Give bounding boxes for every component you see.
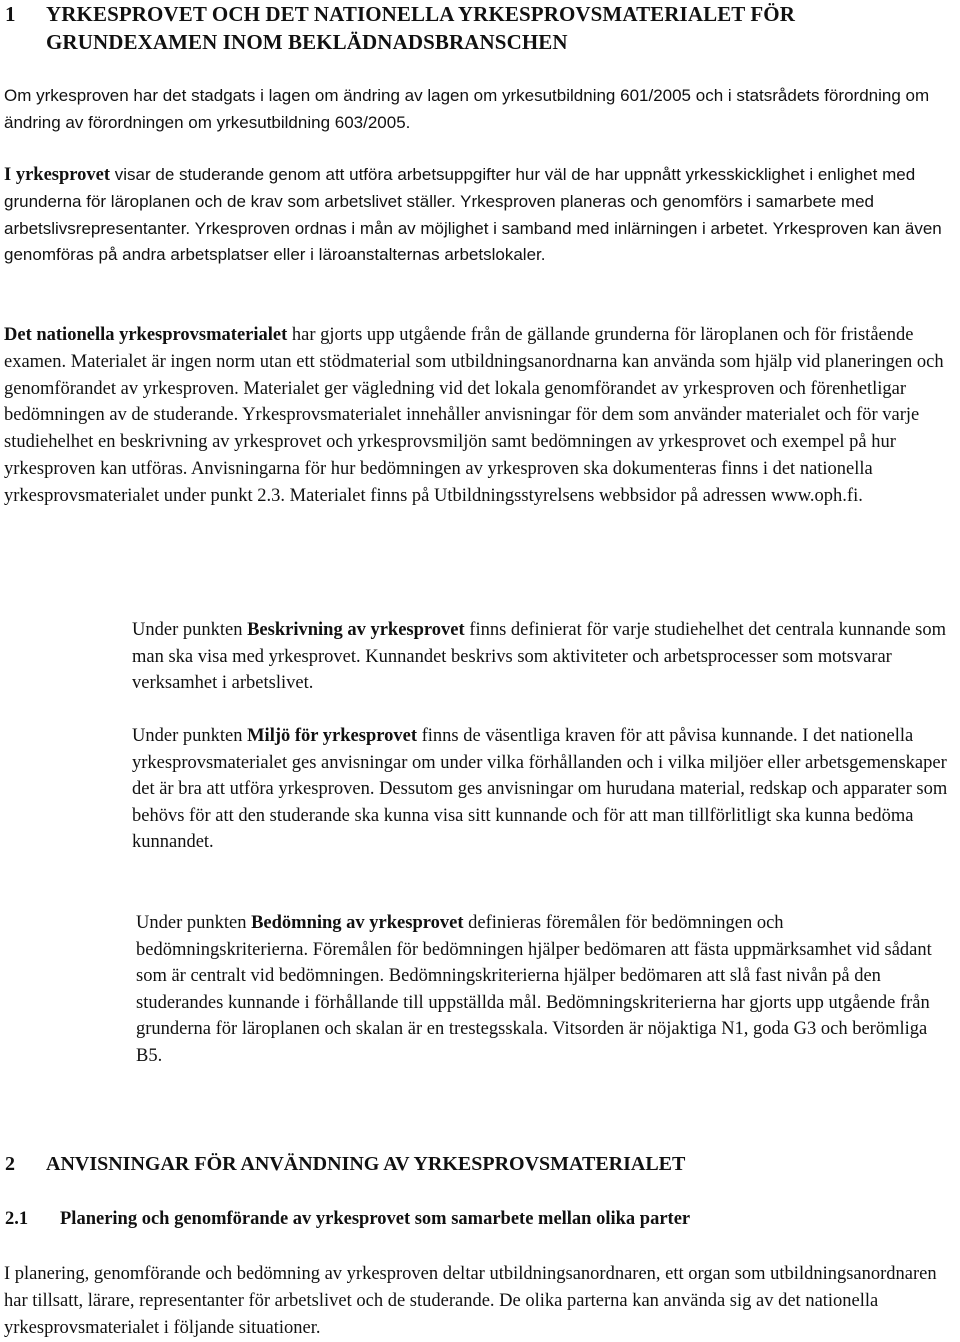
yrkesprovet-term: I yrkesprovet bbox=[4, 165, 111, 185]
section-1-title-line-2: GRUNDEXAMEN INOM BEKLÄDNADSBRANSCHEN bbox=[46, 30, 568, 54]
bedomning-paragraph bbox=[136, 910, 956, 1070]
final-paragraph bbox=[4, 1261, 954, 1342]
intro-paragraph bbox=[4, 83, 954, 136]
section-2-1-number: 2.1 bbox=[5, 1209, 29, 1229]
section-2-1-title: Planering och genomförande av yrkesprovet som samarbete mellan olika parter bbox=[60, 1209, 691, 1229]
beskrivning-paragraph bbox=[132, 617, 952, 697]
beskrivning-text: finns definierat för varje studiehelhet det centrala kunnande som man ska visa med yrkesprovet. Kunnandet beskrivs som aktiviteter och arbetsprocesser som motsvarar verksamhet i arbetslivet. bbox=[132, 620, 946, 694]
bedomning-text: definieras föremålen för bedömningen och bedömningskriterierna. Föremålen för bedömningen hjälper bedömaren att fästa uppmärksamhet vid sådant som är centralt vid bedömningen. Bedömningskriterierna hjälper bedömaren att slå fast nivån på den studerandes kunnande i förhållande till uppställda mål. Bedömningskriterierna har gjorts upp utgående från grunderna för läroplanen och skalan är en trestegsskala. Vitsorden är nöjaktiga N1, goda G3 och berömliga B5. bbox=[136, 913, 932, 1066]
yrkesprovet-paragraph bbox=[4, 162, 954, 269]
material-term: Det nationella yrkesprovsmaterialet bbox=[4, 325, 288, 345]
beskrivning-term: Beskrivning av yrkesprovet bbox=[247, 620, 465, 640]
miljo-term: Miljö för yrkesprovet bbox=[247, 726, 417, 746]
section-1-heading bbox=[5, 0, 955, 56]
miljo-prefix: Under punkten bbox=[132, 726, 248, 746]
bedomning-prefix: Under punkten bbox=[136, 913, 252, 933]
miljo-text: finns de väsentliga kraven för att påvisa kunnande. I det nationella yrkesprovsmaterialet ges anvisningar om under vilka förhållanden och i vilka miljöer eller arbetsgemenskaper det är bra att utföra yrkesproven. Dessutom ges anvisningar om hurudana material, redskap och apparater som behövs för att den studerande ska kunna visa sitt kunnande och för att man tillförlitligt ska kunna bedöma kunnandet. bbox=[132, 726, 948, 853]
section-2-number: 2 bbox=[5, 1153, 15, 1175]
section-1-title-line-1: YRKESPROVET OCH DET NATIONELLA YRKESPROVSMATERIALET FÖR bbox=[46, 2, 795, 26]
section-2-title: ANVISNINGAR FÖR ANVÄNDNING AV YRKESPROVSMATERIALET bbox=[46, 1153, 686, 1175]
material-paragraph bbox=[4, 322, 954, 510]
material-text: har gjorts upp utgående från de gällande grunderna för läroplanen och för fristående examen. Materialet är ingen norm utan ett stödmaterial som utbildningsanordnarna kan använda som hjälp vid planeringen och genomförandet av yrkesproven. Materialet ger vägledning vid det lokala genomförandet av yrkesproven och förenhetligar bedömningen av de studerande. Yrkesprovsmaterialet innehåller anvisningar för dem som använder materialet och för varje studiehelhet en beskrivning av yrkesprovet och yrkesprovsmiljön samt bedömningen av yrkesprovet och exempel på hur yrkesproven kan utföras. Anvisningarna för hur bedömningen av yrkesproven ska dokumenteras finns i det nationella yrkesprovsmaterialet under punkt 2.3. Materialet finns på Utbildningsstyrelsens webbsidor på adressen www.oph.fi. bbox=[4, 325, 944, 506]
intro-text: Om yrkesproven har det stadgats i lagen om ändring av lagen om yrkesutbildning 601/2005 och i statsrådets förordning om ändring av förordningen om yrkesutbildning 603/2005. bbox=[4, 86, 930, 132]
miljo-paragraph bbox=[132, 723, 952, 856]
final-text: I planering, genomförande och bedömning av yrkesproven deltar utbildningsanordnaren, ett organ som utbildningsanordnaren har tillsatt, lärare, representanter för arbetslivet och de studerande. De olika parterna kan använda sig av det nationella yrkesprovsmaterialet i följande situationer. bbox=[4, 1264, 937, 1338]
section-1-number: 1 bbox=[5, 2, 16, 26]
yrkesprovet-text: visar de studerande genom att utföra arbetsuppgifter hur väl de har uppnått yrkesskicklighet i enlighet med grunderna för läroplanen och de krav som arbetslivet ställer. Yrkesproven planeras och genomförs i samarbete med arbetslivsrepresentanter. Yrkesproven ordnas i mån av möjlighet i samband med inlärningen i arbetet. Yrkesproven kan även genomföras på andra arbetsplatser eller i läroanstalternas arbetslokaler. bbox=[4, 165, 942, 265]
beskrivning-prefix: Under punkten bbox=[132, 620, 248, 640]
section-2-1-heading bbox=[5, 1206, 690, 1232]
section-2-heading bbox=[5, 1151, 685, 1177]
bedomning-term: Bedömning av yrkesprovet bbox=[251, 913, 464, 933]
